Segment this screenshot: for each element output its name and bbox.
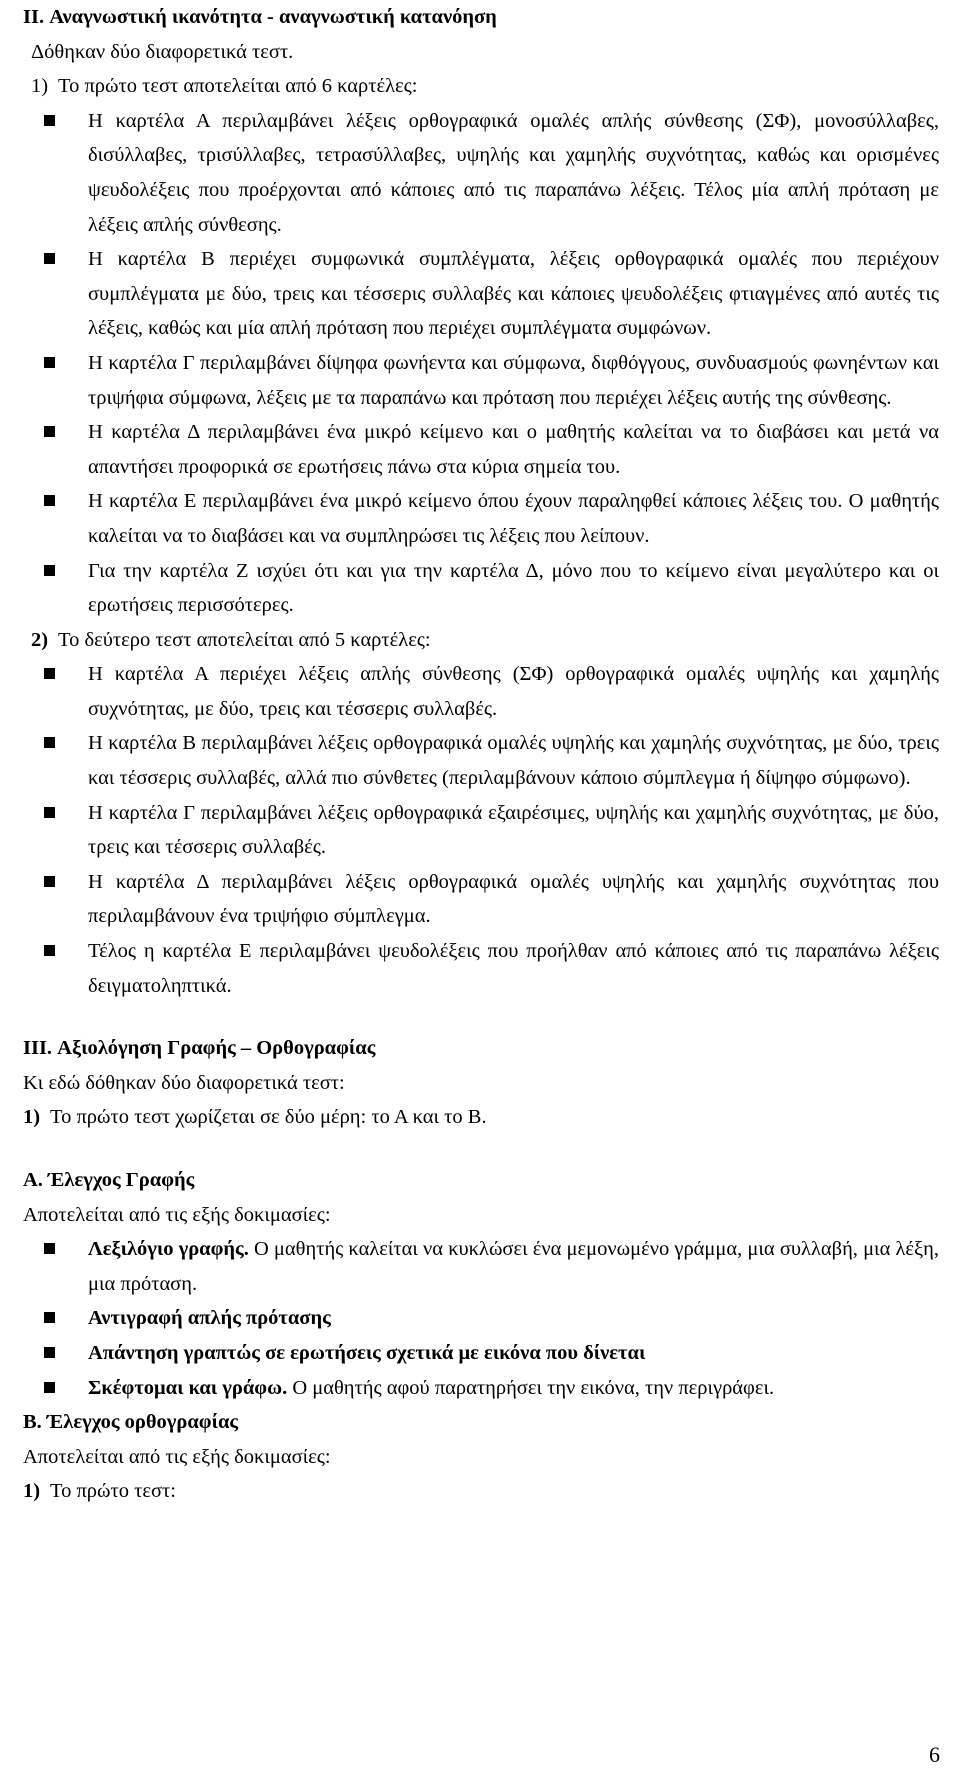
- item-bold: Αντιγραφή απλής πρότασης: [88, 1307, 331, 1330]
- test-1-label: Το πρώτο τεστ αποτελείται από 6 καρτέλες:: [57, 75, 418, 98]
- test-1-title: [23, 69, 939, 104]
- item-bold: Λεξιλόγιο γραφής.: [88, 1238, 249, 1261]
- section-3-test-1-label: Το πρώτο τεστ χωρίζεται σε δύο μέρη: το Α και το Β.: [49, 1106, 487, 1129]
- section-3-test-1-number: 1): [23, 1106, 41, 1129]
- list-item: Η καρτέλα Α περιέχει λέξεις απλής σύνθεσης (ΣΦ) ορθογραφικά ομαλές υψηλής και χαμηλής συχνότητας, με δύο, τρεις και τέσσερις συλλαβές.: [23, 657, 939, 726]
- list-item: Η καρτέλα Α περιλαμβάνει λέξεις ορθογραφικά ομαλές απλής σύνθεσης (ΣΦ), μονοσύλλαβες, δισύλλαβες, τρισύλλαβες, τετρασύλλαβες, υψηλής και χαμηλής συχνότητας, καθώς και ορισμένες ψευδολέξεις που προέρχονται από κάποιες από τις παραπάνω λέξεις. Τέλος μία απλή πρόταση με λέξεις απλής σύνθεσης.: [23, 104, 939, 242]
- list-item: Η καρτέλα Γ περιλαμβάνει δίψηφα φωνήεντα και σύμφωνα, διφθόγγους, συνδυασμούς φωνηέντων και τριψήφια σύμφωνα, λέξεις με τα παραπάνω και πρόταση που περιέχει λέξεις αυτής της σύνθεσης.: [23, 346, 939, 415]
- page-number: 6: [929, 1742, 940, 1768]
- list-item: [23, 1371, 939, 1406]
- list-item: Η καρτέλα Δ περιλαμβάνει ένα μικρό κείμενο και ο μαθητής καλείται να το διαβάσει και μετά να απαντήσει προφορικά σε ερωτήσεις πάνω στα κύρια σημεία του.: [23, 415, 939, 484]
- list-item: Η καρτέλα Β περιέχει συμφωνικά συμπλέγματα, λέξεις ορθογραφικά ομαλές που περιέχουν συμπλέγματα με δύο, τρεις και τέσσερις συλλαβές και κάποιες ψευδολέξεις φτιαγμένες από αυτές τις λέξεις, καθώς και μία απλή πρόταση που περιέχει συμπλέγματα συμφώνων.: [23, 242, 939, 346]
- section-3-test-1: [23, 1100, 939, 1135]
- item-text: Ο μαθητής καλείται να κυκλώσει ένα μεμονωμένο γράμμα, μια συλλαβή, μια λέξη, μια πρόταση.: [88, 1238, 939, 1295]
- test-1-card-list: [23, 104, 939, 623]
- list-item: [23, 1336, 939, 1371]
- list-item: Η καρτέλα Δ περιλαμβάνει λέξεις ορθογραφικά ομαλές υψηλής και χαμηλής συχνότητας που περιλαμβάνουν ένα τριψήφιο σύμπλεγμα.: [23, 865, 939, 934]
- part-b-heading: Β. Έλεγχος ορθογραφίας: [23, 1411, 239, 1434]
- list-item: Η καρτέλα Ε περιλαμβάνει ένα μικρό κείμενο όπου έχουν παραληφθεί κάποιες λέξεις του. Ο μαθητής καλείται να το διαβάσει και να συμπληρώσει τις λέξεις που λείπουν.: [23, 484, 939, 553]
- part-a-intro: Αποτελείται από τις εξής δοκιμασίες:: [23, 1203, 331, 1226]
- list-item: Η καρτέλα Β περιλαμβάνει λέξεις ορθογραφικά ομαλές υψηλής και χαμηλής συχνότητας, με δύο, τρεις και τέσσερις συλλαβές, αλλά πιο σύνθετες (περιλαμβάνουν κάποιο σύμπλεγμα ή δίψηφο σύμφωνο).: [23, 726, 939, 795]
- document-page: [23, 0, 939, 1509]
- section-spacer: [23, 1003, 939, 1031]
- list-item: [23, 1232, 939, 1301]
- list-item: [23, 1301, 939, 1336]
- part-b-test-label: Το πρώτο τεστ:: [49, 1480, 176, 1503]
- item-bold: Απάντηση γραπτώς σε ερωτήσεις σχετικά με εικόνα που δίνεται: [88, 1341, 646, 1364]
- list-item: Για την καρτέλα Ζ ισχύει ότι και για την καρτέλα Δ, μόνο που το κείμενο είναι μεγαλύτερο και οι ερωτήσεις περισσότερες.: [23, 554, 939, 623]
- part-b-test-1: [23, 1474, 939, 1509]
- part-b-test-number: 1): [23, 1480, 41, 1503]
- list-item: Τέλος η καρτέλα Ε περιλαμβάνει ψευδολέξεις που προήλθαν από κάποιες από τις παραπάνω λέξεις δειγματοληπτικά.: [23, 934, 939, 1003]
- item-text: Ο μαθητής αφού παρατηρήσει την εικόνα, την περιγράφει.: [287, 1376, 775, 1399]
- part-a-heading: Α. Έλεγχος Γραφής: [23, 1169, 195, 1191]
- part-a-list: [23, 1232, 939, 1405]
- item-bold: Σκέφτομαι και γράφω.: [88, 1376, 288, 1399]
- section-spacer: [23, 1135, 939, 1163]
- section-3-heading: III. Αξιολόγηση Γραφής – Ορθογραφίας: [23, 1037, 376, 1060]
- section-3-intro: Κι εδώ δόθηκαν δύο διαφορετικά τεστ:: [23, 1071, 345, 1094]
- test-2-label: Το δεύτερο τεστ αποτελείται από 5 καρτέλες:: [57, 628, 431, 651]
- test-2-card-list: [23, 657, 939, 1003]
- list-item: Η καρτέλα Γ περιλαμβάνει λέξεις ορθογραφικά εξαιρέσιμες, υψηλής και χαμηλής συχνότητας, με δύο, τρεις και τέσσερις συλλαβές.: [23, 796, 939, 865]
- test-1-number: 1): [31, 75, 49, 98]
- part-b-intro: Αποτελείται από τις εξής δοκιμασίες:: [23, 1445, 331, 1468]
- section-2-heading: II. Αναγνωστική ικανότητα - αναγνωστική κατανόηση: [23, 6, 497, 28]
- test-2-title: [23, 623, 939, 658]
- test-2-number: 2): [31, 628, 49, 651]
- section-2-intro: Δόθηκαν δύο διαφορετικά τεστ.: [31, 40, 294, 63]
